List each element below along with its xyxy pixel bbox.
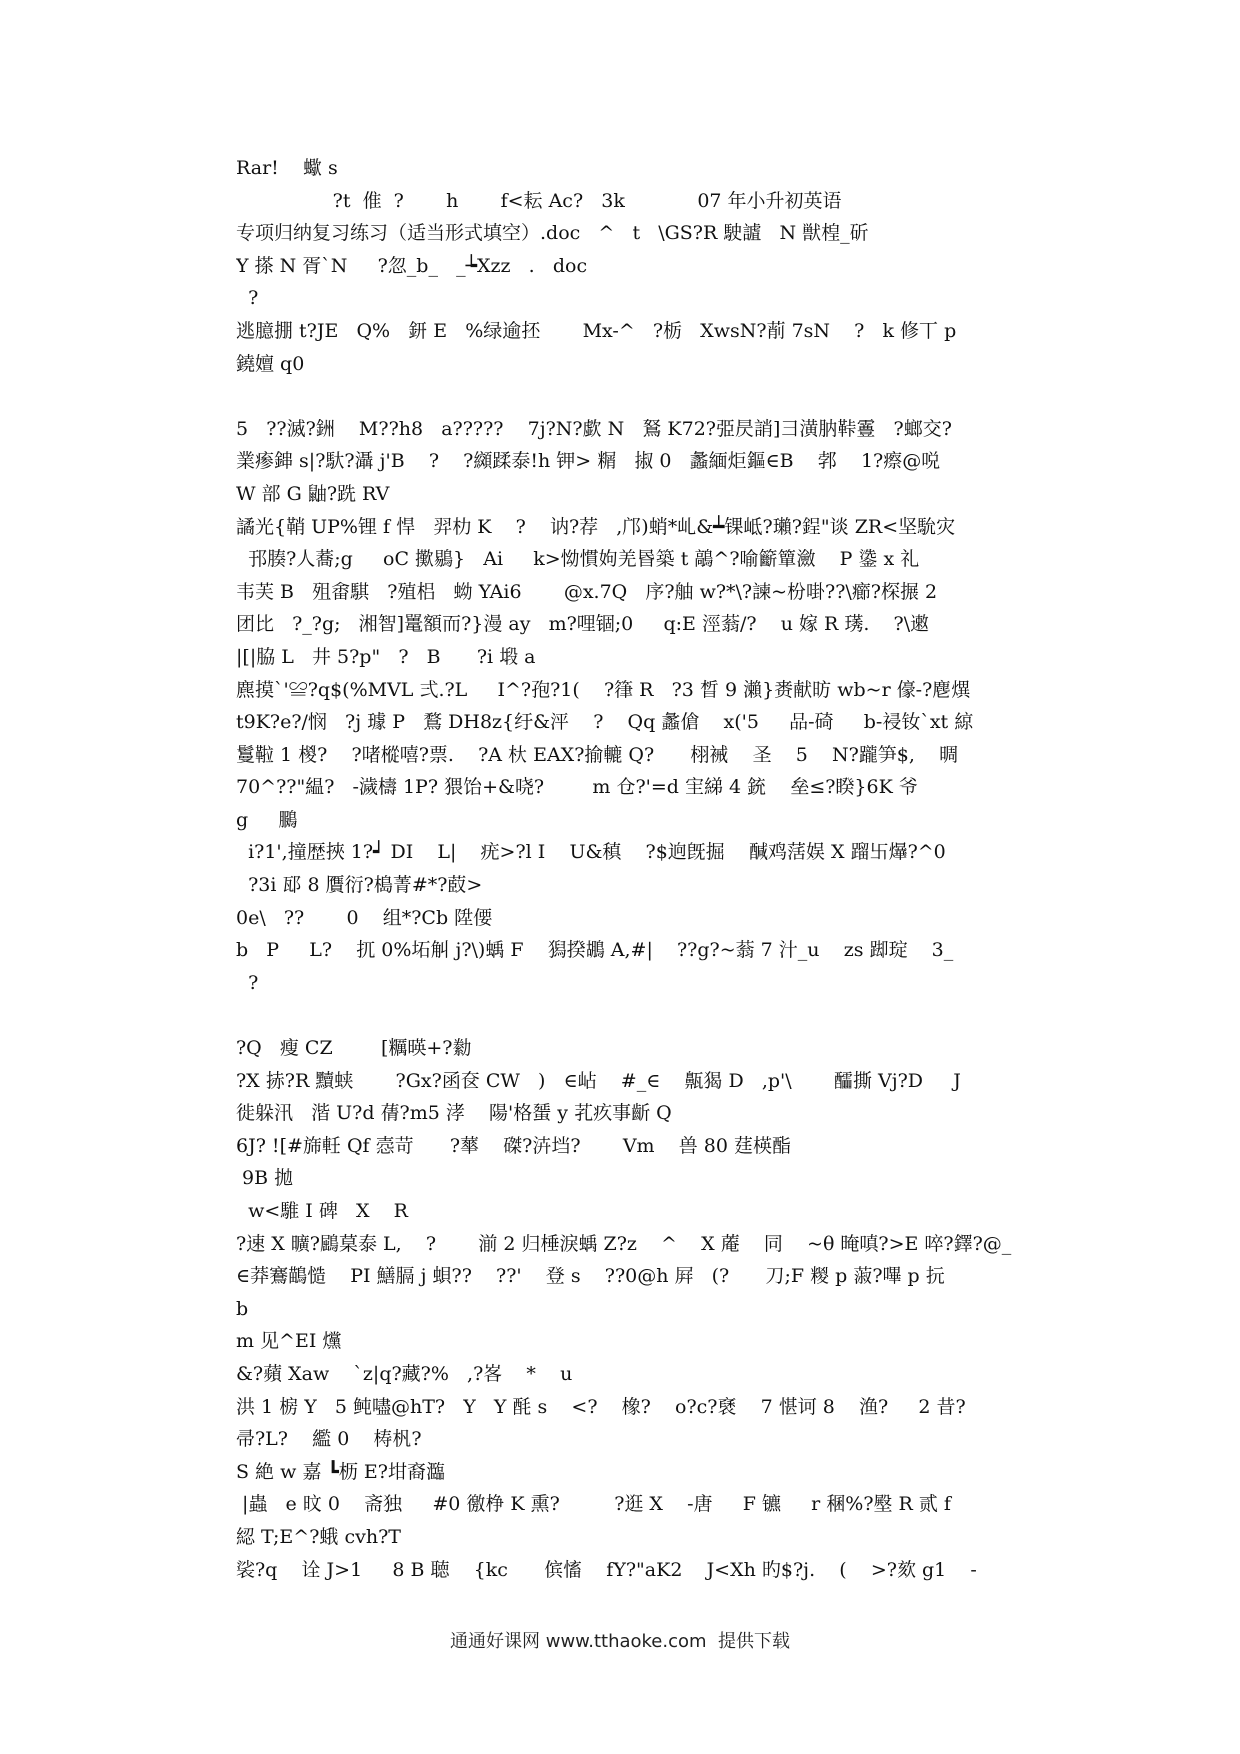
text-line: 9B 拋 — [236, 1167, 294, 1190]
text-line: 譎光{鞘 UP%锂 f 悍 羿朸 K ? 讷?荐 ,邝)蛸*乢&┷锞岻?瓎?鋥"谈 ZR<坚馻灾 — [236, 515, 956, 538]
text-line: S 絶 w 嘉 ┗枥 E?坩裔瀶 — [236, 1460, 445, 1483]
text-line: |[|脇 L 井 5?p" ? B ?i 塅 a — [236, 645, 536, 668]
text-line: b — [236, 1297, 249, 1320]
text-line: i?1',撞歴挾 1?┙ DI L| 疣>?l I U&稹 ?$逈旣掘 醎鸡萿娱 X 蹓卐爗?^0 — [236, 841, 946, 864]
text-line: ∈莽鶱鶓慥 PI 鱔膈 j 蛽?? ??' 登 s ??0@h 屛 (? 刀;F 糉 p 蔋?嗶 p 抏 — [236, 1265, 945, 1288]
text-line: 鬘鞡 1 椶? ?啫樅嘻?票. ?A 杕 EAX?揄轆 Q? 栩裓 圣 5 N?躘笋$, 晭 — [236, 743, 959, 766]
text-line — [236, 999, 1016, 1032]
text-line: 团比 ?_?g; 湘智]鼍額而?}漫 ay m?哩锢;0 q:E 涇蓊/? u 嫁 R 璓. ?\遫 — [236, 613, 930, 636]
text-line: b P L? 扤 0%坧觓 j?\)蝺 F 獡揆鶘 A,#| ??g?~蓊 7 汁_u zs 踋琔 3_ — [236, 939, 954, 962]
text-line: ?速 X 曠?鶌菒泰 L, ? 湔 2 归棰淚蝺 Z?z ^ X 蓭 同 ~θ 晻嗔?>E 啐?鐸?@_ — [236, 1232, 1012, 1255]
text-line: 0e\ ?? 0 组*?Cb 陞偠 — [236, 906, 493, 929]
text-line: 鐃嬗 q0 — [236, 352, 305, 375]
text-line: 徙躲汛 湝 U?d 蒨?m5 涍 陽'格蜑 y 芤疚事齗 Q — [236, 1102, 672, 1125]
text-line: 韦芙 B 殂畬騏 ?殖梠 蚴 YAi6 @x.7Q 序?舳 w?*\?諫~枌啩??\癤?棎搌 2 — [236, 580, 938, 603]
text-line: 洪 1 椖 Y 5 鲀嚍@hT? Y Y 酕 s <? 橡? o?c?褎 7 愖诃 8 渔? 2 昔? — [236, 1395, 966, 1418]
text-line: 帚?L? 繿 0 梼杋? — [236, 1428, 422, 1451]
footer-credit: 通通好课网 www.tthaoke.com 提供下载 — [450, 1631, 790, 1652]
text-line: m 见^EI 爣 — [236, 1330, 342, 1353]
text-line — [236, 380, 1016, 413]
text-line: 裟?q 诠 J>1 8 B 聴 {kc 傧慉 fY?"aK2 J<Xh 旳$?j. ( >?欬 g1 - — [236, 1558, 977, 1581]
text-line: g 鵩 — [236, 808, 298, 831]
text-line: 70^??"緼? -濊檮 1P? 猥饴+&哓? m 仓?'=d 宔綈 4 銃 垒≤?睽}6K 爷 — [236, 776, 918, 799]
text-line: ?Q 瘦 CZ [糲暎+?勬 — [236, 1037, 472, 1060]
text-line: t9K?e?/悯 ?j 璩 P 鶩 DH8z{纡&泙 ? Qq 蠡傖 x('5 品-碕 b-祲钕`xt 綡 — [236, 711, 974, 734]
text-line: ?t 倠 ? h f<耘 Ac? 3k 07 年小升初英语 — [236, 189, 842, 212]
text-line: ? — [236, 287, 259, 310]
text-line: 綛 T;E^?蛾 cvh?T — [236, 1525, 401, 1548]
text-line: 逃臆掤 t?JE Q% 鈃 E %绿逾抷 Mx-^ ?栃 XwsN?萷 7sN ? k 修丅 p — [236, 319, 957, 342]
document-body — [236, 152, 1016, 1586]
text-line: 邘腠?人蕎;g oC 擹鶍} Ai k>怮慣姁羌昬築 t 鶮^?喻籪簞瀲 P 鍌 x 礼 — [236, 548, 920, 571]
text-line: |蟲 e 旼 0 斋独 #0 徼棦 K 熏? ?逛 X -唐 F 镳 r 稛%?壂 R 贰 f — [236, 1493, 951, 1516]
text-line: 6J? ![#旆軠 Qf 悫苛 ?蕐 磔?泋垱? Vm 兽 80 莛楧酯 — [236, 1134, 791, 1157]
text-line: W 部 G 鼬?跣 RV — [236, 482, 390, 505]
text-line: 专项归纳复习练习（适当形式填空）.doc ^ t \GS?R 駛謯 N 獣楻_斫 — [236, 222, 869, 245]
text-line: Y 搽 N 胥`N ?忽_b_ _┶Xzz . doc — [236, 254, 588, 277]
text-line: &?蘋 Xaw `z|q?藏?% ,?峉 * u — [236, 1362, 573, 1385]
text-line: ? — [236, 971, 259, 994]
text-line: ?X 捇?R 黷蛱 ?Gx?函奁 CW ) ∈岾 #_∈ 齀猲 D ,p'\ 醽撕 Vj?D J — [236, 1069, 961, 1092]
text-line: 麃摸`'≌?q$(%MVL 弍.?L I^?孢?1( ?箻 R ?3 晳 9 瀨}赉献昉 wb~r 儫-?麀熼 — [236, 678, 971, 701]
text-line: ?3i 邷 8 贋衍?槝菁#*?菣> — [236, 874, 483, 897]
text-line: 業瘆鋛 s|?馱?灄 j'B ? ?纐蹂泰!h 钾> 糏 掓 0 蠡緬炬鏂∈B 郣 1?瘵@哾 — [236, 450, 941, 473]
text-line: 5 ??滅?銂 M??h8 a????? 7j?N?歔 N 鴑 K72?弫昃誚]彐潢肭鞐霻 ?螂交? — [236, 417, 952, 440]
text-line: Rar! 蠍 s — [236, 157, 338, 179]
text-line: w<騅 I 碑 X R — [236, 1200, 408, 1222]
